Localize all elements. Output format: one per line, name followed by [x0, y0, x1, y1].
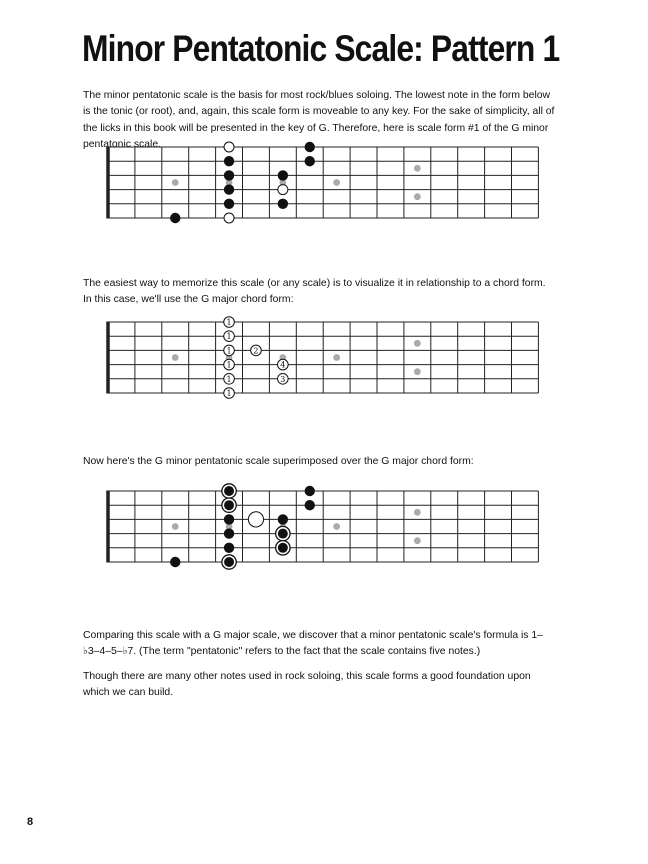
fret-inlay-dot	[414, 193, 421, 200]
scale-note-dot	[224, 184, 234, 194]
finger-number: 1	[226, 332, 232, 342]
scale-note-dot	[305, 500, 315, 510]
finger-number: 4	[280, 360, 286, 370]
fret-inlay-dot	[172, 523, 179, 530]
memorize-paragraph: The easiest way to memorize this scale (or any scale) is to visualize it in relationship to a chord form. In this case, we'll use the G major chord form:	[83, 278, 546, 306]
fret-inlay-dot	[414, 537, 421, 544]
fret-inlay-dot	[333, 354, 340, 361]
scale-note-dot	[305, 142, 315, 152]
scale-note-dot	[278, 514, 288, 524]
scale-note-dot	[224, 199, 234, 209]
fretboard-superimposed	[100, 487, 545, 571]
fret-inlay-dot	[333, 523, 340, 530]
scale-note-dot	[224, 500, 234, 510]
scale-note-open	[278, 185, 288, 195]
fret-inlay-dot	[414, 509, 421, 516]
scale-note-dot	[224, 486, 234, 496]
page-number: 8	[27, 816, 34, 828]
scale-note-dot	[278, 170, 288, 180]
scale-note-dot	[170, 213, 180, 223]
fret-inlay-dot	[333, 179, 340, 186]
chord-note-open	[248, 512, 263, 527]
scale-note-dot	[224, 170, 234, 180]
scale-note-dot	[224, 543, 234, 553]
scale-note-dot	[278, 199, 288, 209]
scale-note-open	[224, 142, 234, 152]
formula-paragraph: Comparing this scale with a G major scale, we discover that a minor pentatonic scale's formula is 1–♭3–4–5–♭7. (The term "pentatonic" refers to the fact that the scale contains five notes.)	[83, 630, 543, 658]
finger-number: 1	[226, 346, 232, 356]
scale-note-dot	[305, 156, 315, 166]
scale-note-dot	[224, 514, 234, 524]
scale-note-open	[224, 213, 234, 223]
fret-inlay-dot	[172, 179, 179, 186]
page-title: Minor Pentatonic Scale: Pattern 1	[82, 28, 560, 69]
scale-note-dot	[278, 543, 288, 553]
finger-number: 1	[226, 318, 232, 327]
intro-paragraph: The minor pentatonic scale is the basis for most rock/blues soloing. The lowest note in the form below is the tonic (or root), and, again, this scale form is moveable to any key. For the sake of simplicity, all of the licks in this book will be presented in the key of G. Therefore, here is scale form #1 of the G minor pentatonic scale.	[83, 90, 555, 151]
fretboard-g-major-chord-form	[100, 318, 545, 402]
scale-note-dot	[278, 529, 288, 539]
finger-number: 1	[226, 374, 232, 384]
superimposed-paragraph: Now here's the G minor pentatonic scale superimposed over the G major chord form:	[83, 456, 474, 467]
fret-inlay-dot	[172, 354, 179, 361]
scale-note-dot	[224, 156, 234, 166]
fretboard-scale-form-1	[100, 143, 545, 227]
scale-note-dot	[224, 528, 234, 538]
fret-inlay-dot	[414, 165, 421, 172]
fret-inlay-dot	[414, 340, 421, 347]
finger-number: 2	[253, 346, 259, 356]
scale-note-dot	[224, 557, 234, 567]
foundation-paragraph: Though there are many other notes used in rock soloing, this scale forms a good foundation upon which we can build.	[83, 671, 531, 699]
finger-number: 1	[226, 389, 232, 398]
finger-number: 1	[226, 360, 232, 370]
fret-inlay-dot	[414, 368, 421, 375]
finger-number: 3	[280, 374, 286, 384]
scale-note-dot	[170, 557, 180, 567]
scale-note-dot	[305, 486, 315, 496]
